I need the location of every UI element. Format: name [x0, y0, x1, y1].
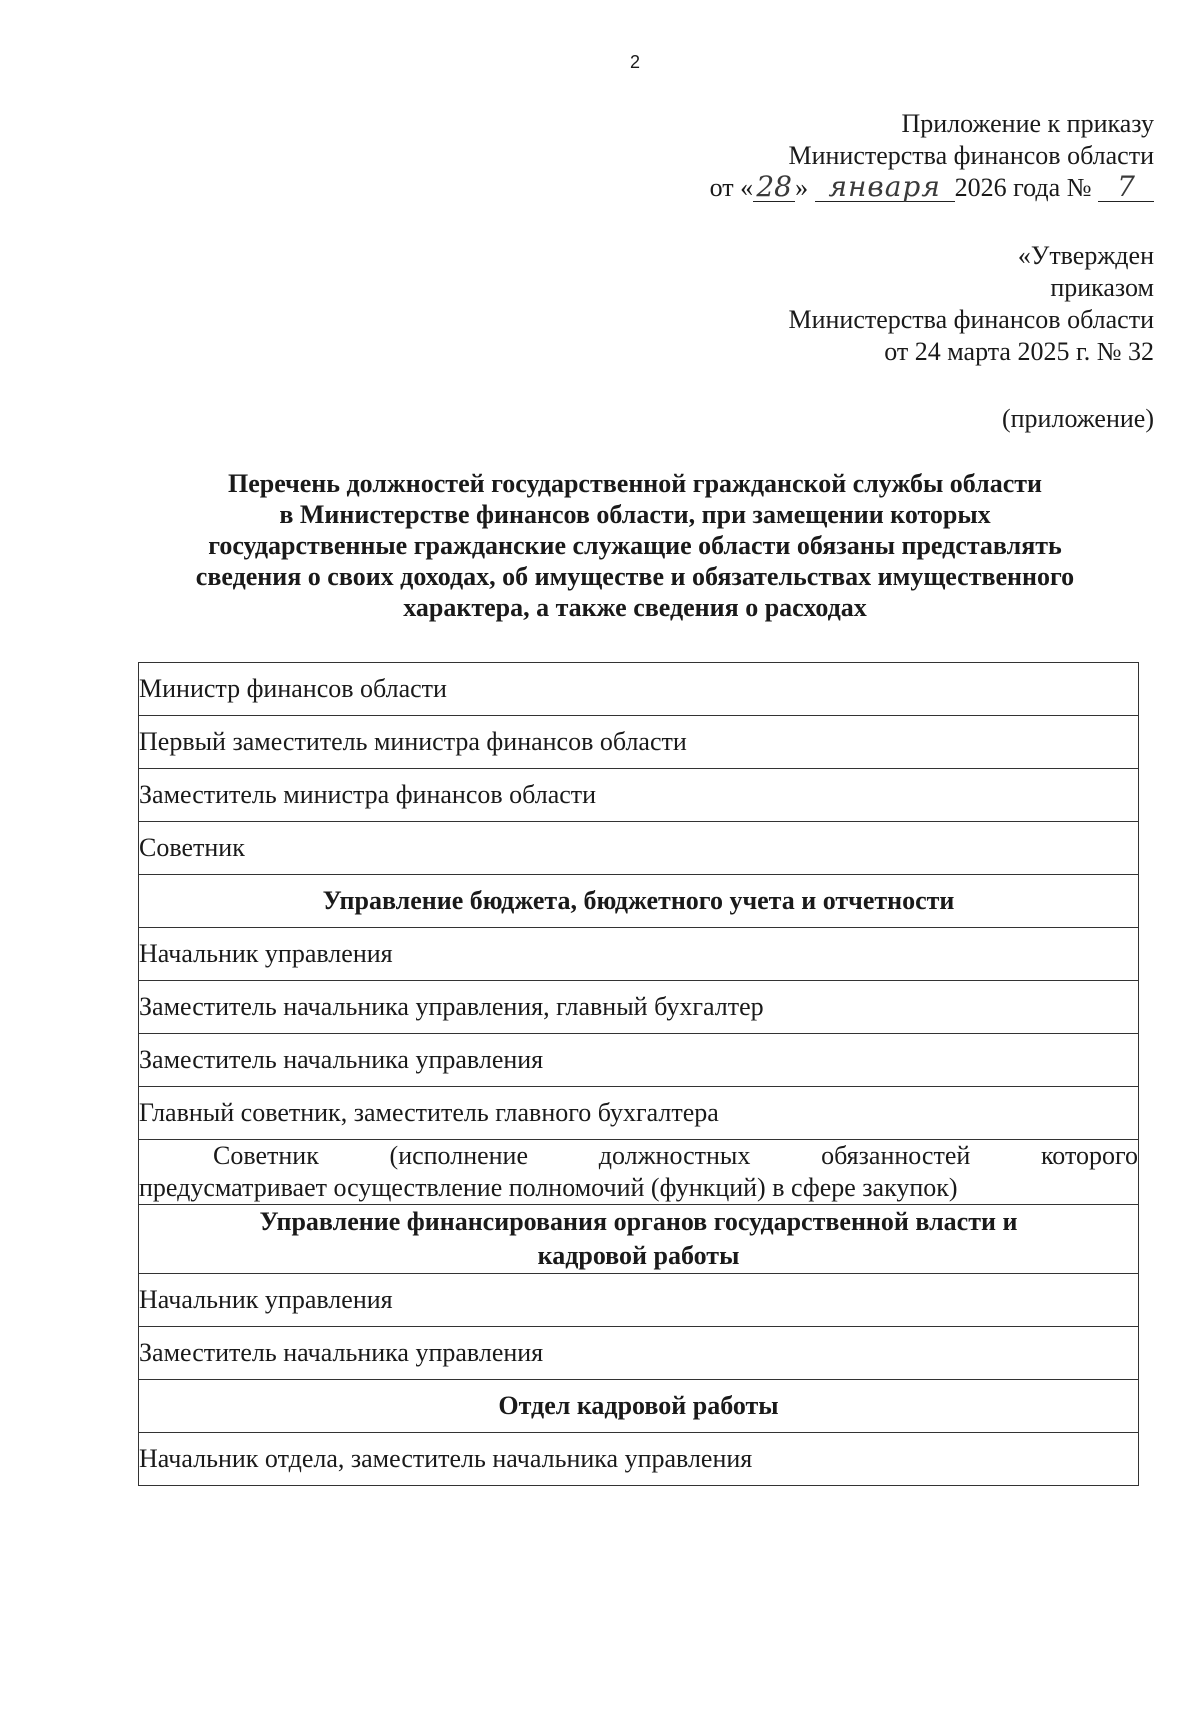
table-row [139, 1140, 1139, 1205]
section-row [139, 1205, 1139, 1274]
section-heading: Отдел кадровой работы [139, 1380, 1139, 1433]
table-row [139, 822, 1139, 875]
position-cell: Заместитель начальника управления, главный бухгалтер [139, 981, 1139, 1034]
table-row [139, 981, 1139, 1034]
position-cell: Главный советник, заместитель главного бухгалтера [139, 1087, 1139, 1140]
approved-line-1: «Утвержден [1017, 241, 1154, 270]
appendix-date-line [710, 172, 1154, 204]
table-row [139, 928, 1139, 981]
position-cell: Первый заместитель министра финансов области [139, 716, 1139, 769]
table-row [139, 1433, 1139, 1486]
section-row [139, 1380, 1139, 1433]
page-number: 2 [629, 52, 640, 72]
approved-line-4: от 24 марта 2025 г. № 32 [884, 337, 1154, 366]
table-row [139, 716, 1139, 769]
justified-line [139, 1140, 1138, 1172]
position-cell: Заместитель министра финансов области [139, 769, 1139, 822]
word: которого [1040, 1141, 1138, 1170]
approved-block [788, 240, 1154, 368]
position-cell: Советник [139, 822, 1139, 875]
word: обязанностей [821, 1141, 971, 1170]
position-cell: Заместитель начальника управления [139, 1034, 1139, 1087]
table-row [139, 1034, 1139, 1087]
position-cell: Начальник отдела, заместитель начальника управления [139, 1433, 1139, 1486]
word: (исполнение [389, 1141, 529, 1170]
section-heading [139, 1205, 1139, 1274]
positions-table [138, 662, 1139, 1486]
appendix-line-2: Министерства финансов области [788, 141, 1154, 170]
title-line: Перечень должностей государственной гражданской службы области [227, 469, 1042, 498]
position-cell: Начальник управления [139, 1274, 1139, 1327]
table-row [139, 769, 1139, 822]
continuation-line: предусматривает осуществление полномочий (функций) в сфере закупок) [139, 1173, 958, 1202]
table-row [139, 663, 1139, 716]
document-title [130, 468, 1140, 623]
word: должностных [598, 1141, 751, 1170]
position-cell: Министр финансов области [139, 663, 1139, 716]
title-line: сведения о своих доходах, об имуществе и обязательствах имущественного [195, 562, 1075, 591]
title-line: характера, а также сведения о расходах [403, 593, 867, 622]
position-cell: Начальник управления [139, 928, 1139, 981]
handwritten-order-number: 7 [1098, 173, 1154, 202]
position-cell-multiline [139, 1140, 1139, 1205]
word: Советник [213, 1141, 319, 1170]
section-row [139, 875, 1139, 928]
appendix-line-1: Приложение к приказу [901, 109, 1154, 138]
section-heading-line: кадровой работы [537, 1241, 740, 1270]
position-cell: Заместитель начальника управления [139, 1327, 1139, 1380]
handwritten-month: января [815, 173, 955, 202]
order-appendix-header [710, 108, 1154, 204]
section-heading-line: Управление финансирования органов государственной власти и [259, 1207, 1018, 1236]
date-prefix: от « [709, 173, 754, 202]
table-row [139, 1274, 1139, 1327]
handwritten-day: 28 [753, 173, 795, 202]
title-line: в Министерстве финансов области, при замещении которых [279, 500, 991, 529]
approved-line-2: приказом [1050, 273, 1154, 302]
table-row [139, 1087, 1139, 1140]
table-row [139, 1327, 1139, 1380]
appendix-note: (приложение) [1001, 404, 1154, 433]
approved-line-3: Министерства финансов области [788, 305, 1154, 334]
section-heading: Управление бюджета, бюджетного учета и отчетности [139, 875, 1139, 928]
date-quote-close: » [795, 173, 809, 202]
date-year-text: 2026 года № [954, 173, 1092, 202]
title-line: государственные гражданские служащие области обязаны представлять [208, 531, 1062, 560]
